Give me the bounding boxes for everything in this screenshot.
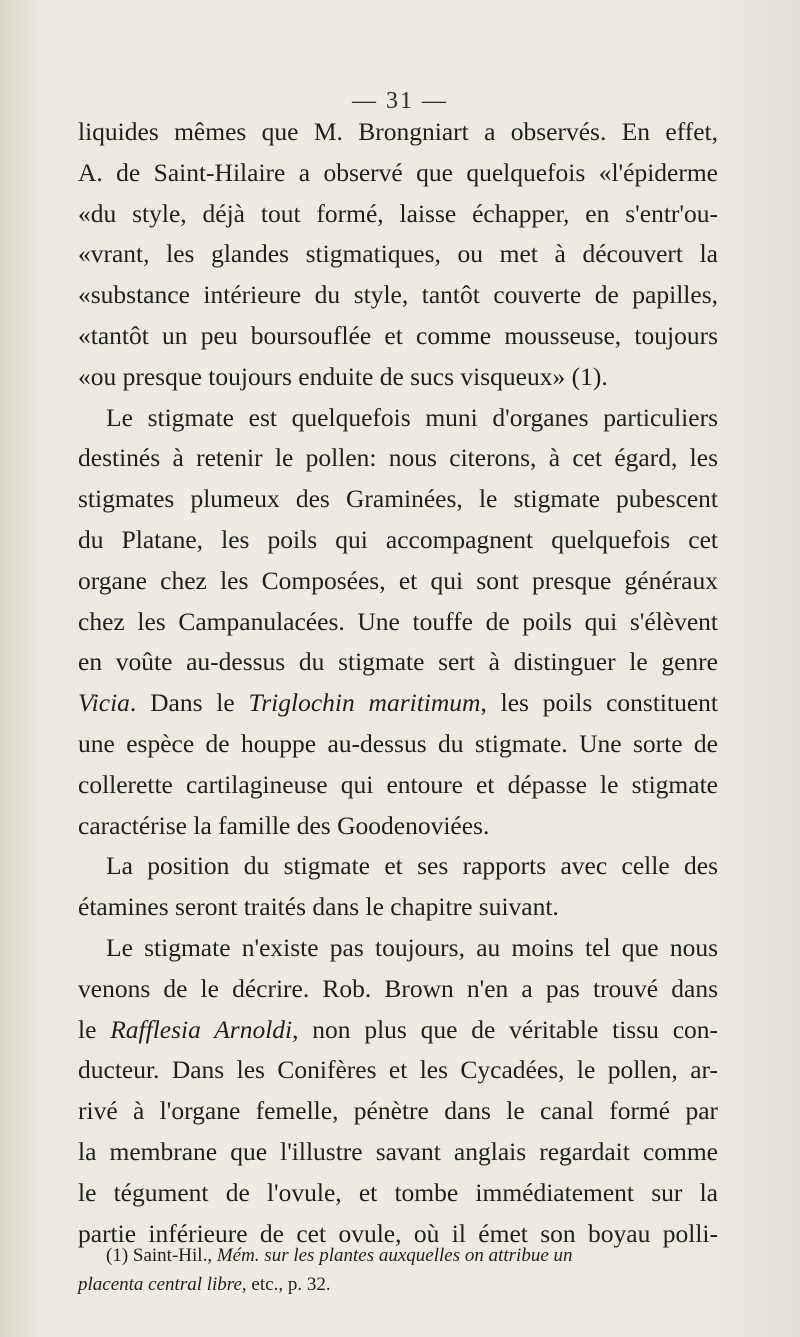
text-line <box>78 1050 718 1091</box>
text-segment: , non plus que de véritable tissu con- <box>292 1014 718 1044</box>
text-line <box>78 887 718 928</box>
main-text <box>78 112 718 1254</box>
text-segment: organe chez les Composées, et qui sont presque généraux <box>78 565 718 595</box>
text-segment: «vrant, les glandes stigmatiques, ou met à découvert la <box>78 239 718 269</box>
text-segment: stigmates plumeux des Graminées, le stigmate pubescent <box>78 484 718 514</box>
text-segment: le tégument de l'ovule, et tombe immédiatement sur la <box>78 1177 718 1207</box>
text-line <box>78 194 718 235</box>
text-line <box>78 969 718 1010</box>
text-line <box>78 561 718 602</box>
text-segment: liquides mêmes que M. Brongniart a observés. En effet, <box>78 117 718 146</box>
text-segment: ducteur. Dans les Conifères et les Cycadées, le pollen, ar- <box>78 1055 718 1085</box>
text-segment: «ou presque toujours enduite de sucs visqueux» (1). <box>78 361 608 391</box>
text-segment: la membrane que l'illustre savant anglais regardait comme <box>78 1136 718 1166</box>
italic-text: Rafflesia Arnoldi <box>110 1014 293 1044</box>
text-line <box>78 1132 718 1173</box>
text-segment: . Dans le <box>129 688 249 718</box>
text-segment: «substance intérieure du style, tantôt couverte de papilles, <box>78 280 718 310</box>
text-line <box>78 806 718 847</box>
text-line <box>78 357 718 398</box>
text-line <box>78 1091 718 1132</box>
text-line <box>78 438 718 479</box>
text-segment: «tantôt un peu boursouflée et comme mousseuse, toujours <box>78 320 718 350</box>
text-segment: destinés à retenir le pollen: nous citerons, à cet égard, les <box>78 443 718 473</box>
italic-text: Vicia <box>78 688 130 718</box>
footnote-line-1 <box>106 1241 718 1270</box>
text-segment: rivé à l'organe femelle, pénètre dans le canal formé par <box>78 1096 718 1126</box>
text-line <box>78 928 718 969</box>
text-line <box>78 520 718 561</box>
text-segment: chez les Campanulacées. Une touffe de poils qui s'élèvent <box>78 606 718 636</box>
text-segment: A. de Saint-Hilaire a observé que quelquefois «l'épiderme <box>78 157 718 187</box>
text-line <box>78 846 718 887</box>
text-segment: le <box>78 1014 111 1044</box>
italic-text: placenta central libre <box>78 1274 242 1295</box>
text-line <box>78 479 718 520</box>
text-segment: étamines seront traités dans le chapitre suivant. <box>78 892 559 922</box>
text-segment: partie inférieure de cet ovule, où il émet son boyau polli- <box>78 1218 718 1248</box>
text-segment: (1) Saint-Hil., <box>106 1245 217 1266</box>
text-line <box>78 642 718 683</box>
text-line <box>78 1010 718 1051</box>
footnote-line-2 <box>78 1270 718 1299</box>
text-line <box>78 234 718 275</box>
text-line <box>78 602 718 643</box>
italic-text: Mém. sur les plantes auxquelles on attribue un <box>216 1245 573 1266</box>
text-segment: Le stigmate est quelquefois muni d'organes particuliers <box>106 402 718 432</box>
italic-text: Triglochin maritimum <box>248 688 481 718</box>
text-line <box>78 316 718 357</box>
text-segment: venons de le décrire. Rob. Brown n'en a pas trouvé dans <box>78 973 718 1003</box>
text-segment: collerette cartilagineuse qui entoure et dépasse le stigmate <box>78 769 718 799</box>
text-line <box>78 683 718 724</box>
text-line <box>78 275 718 316</box>
text-segment: «du style, déjà tout formé, laisse échapper, en s'entr'ou- <box>78 198 718 228</box>
text-line <box>78 1173 718 1214</box>
text-segment: , les poils constituent <box>480 688 718 718</box>
footnote <box>78 1241 718 1299</box>
page-number: — 31 — <box>352 88 448 114</box>
text-segment: une espèce de houppe au-dessus du stigmate. Une sorte de <box>78 728 718 758</box>
text-line <box>78 398 718 439</box>
text-line <box>78 112 718 153</box>
text-segment: du Platane, les poils qui accompagnent quelquefois cet <box>78 524 718 554</box>
text-segment: caractérise la famille des Goodenoviées. <box>78 810 490 840</box>
text-segment: Le stigmate n'existe pas toujours, au moins tel que nous <box>106 932 718 962</box>
text-segment: , etc., p. 32. <box>241 1274 331 1295</box>
text-line <box>78 153 718 194</box>
text-segment: La position du stigmate et ses rapports avec celle des <box>106 851 718 881</box>
text-segment: en voûte au-dessus du stigmate sert à distinguer le genre <box>78 647 718 677</box>
text-line <box>78 765 718 806</box>
text-line <box>78 724 718 765</box>
